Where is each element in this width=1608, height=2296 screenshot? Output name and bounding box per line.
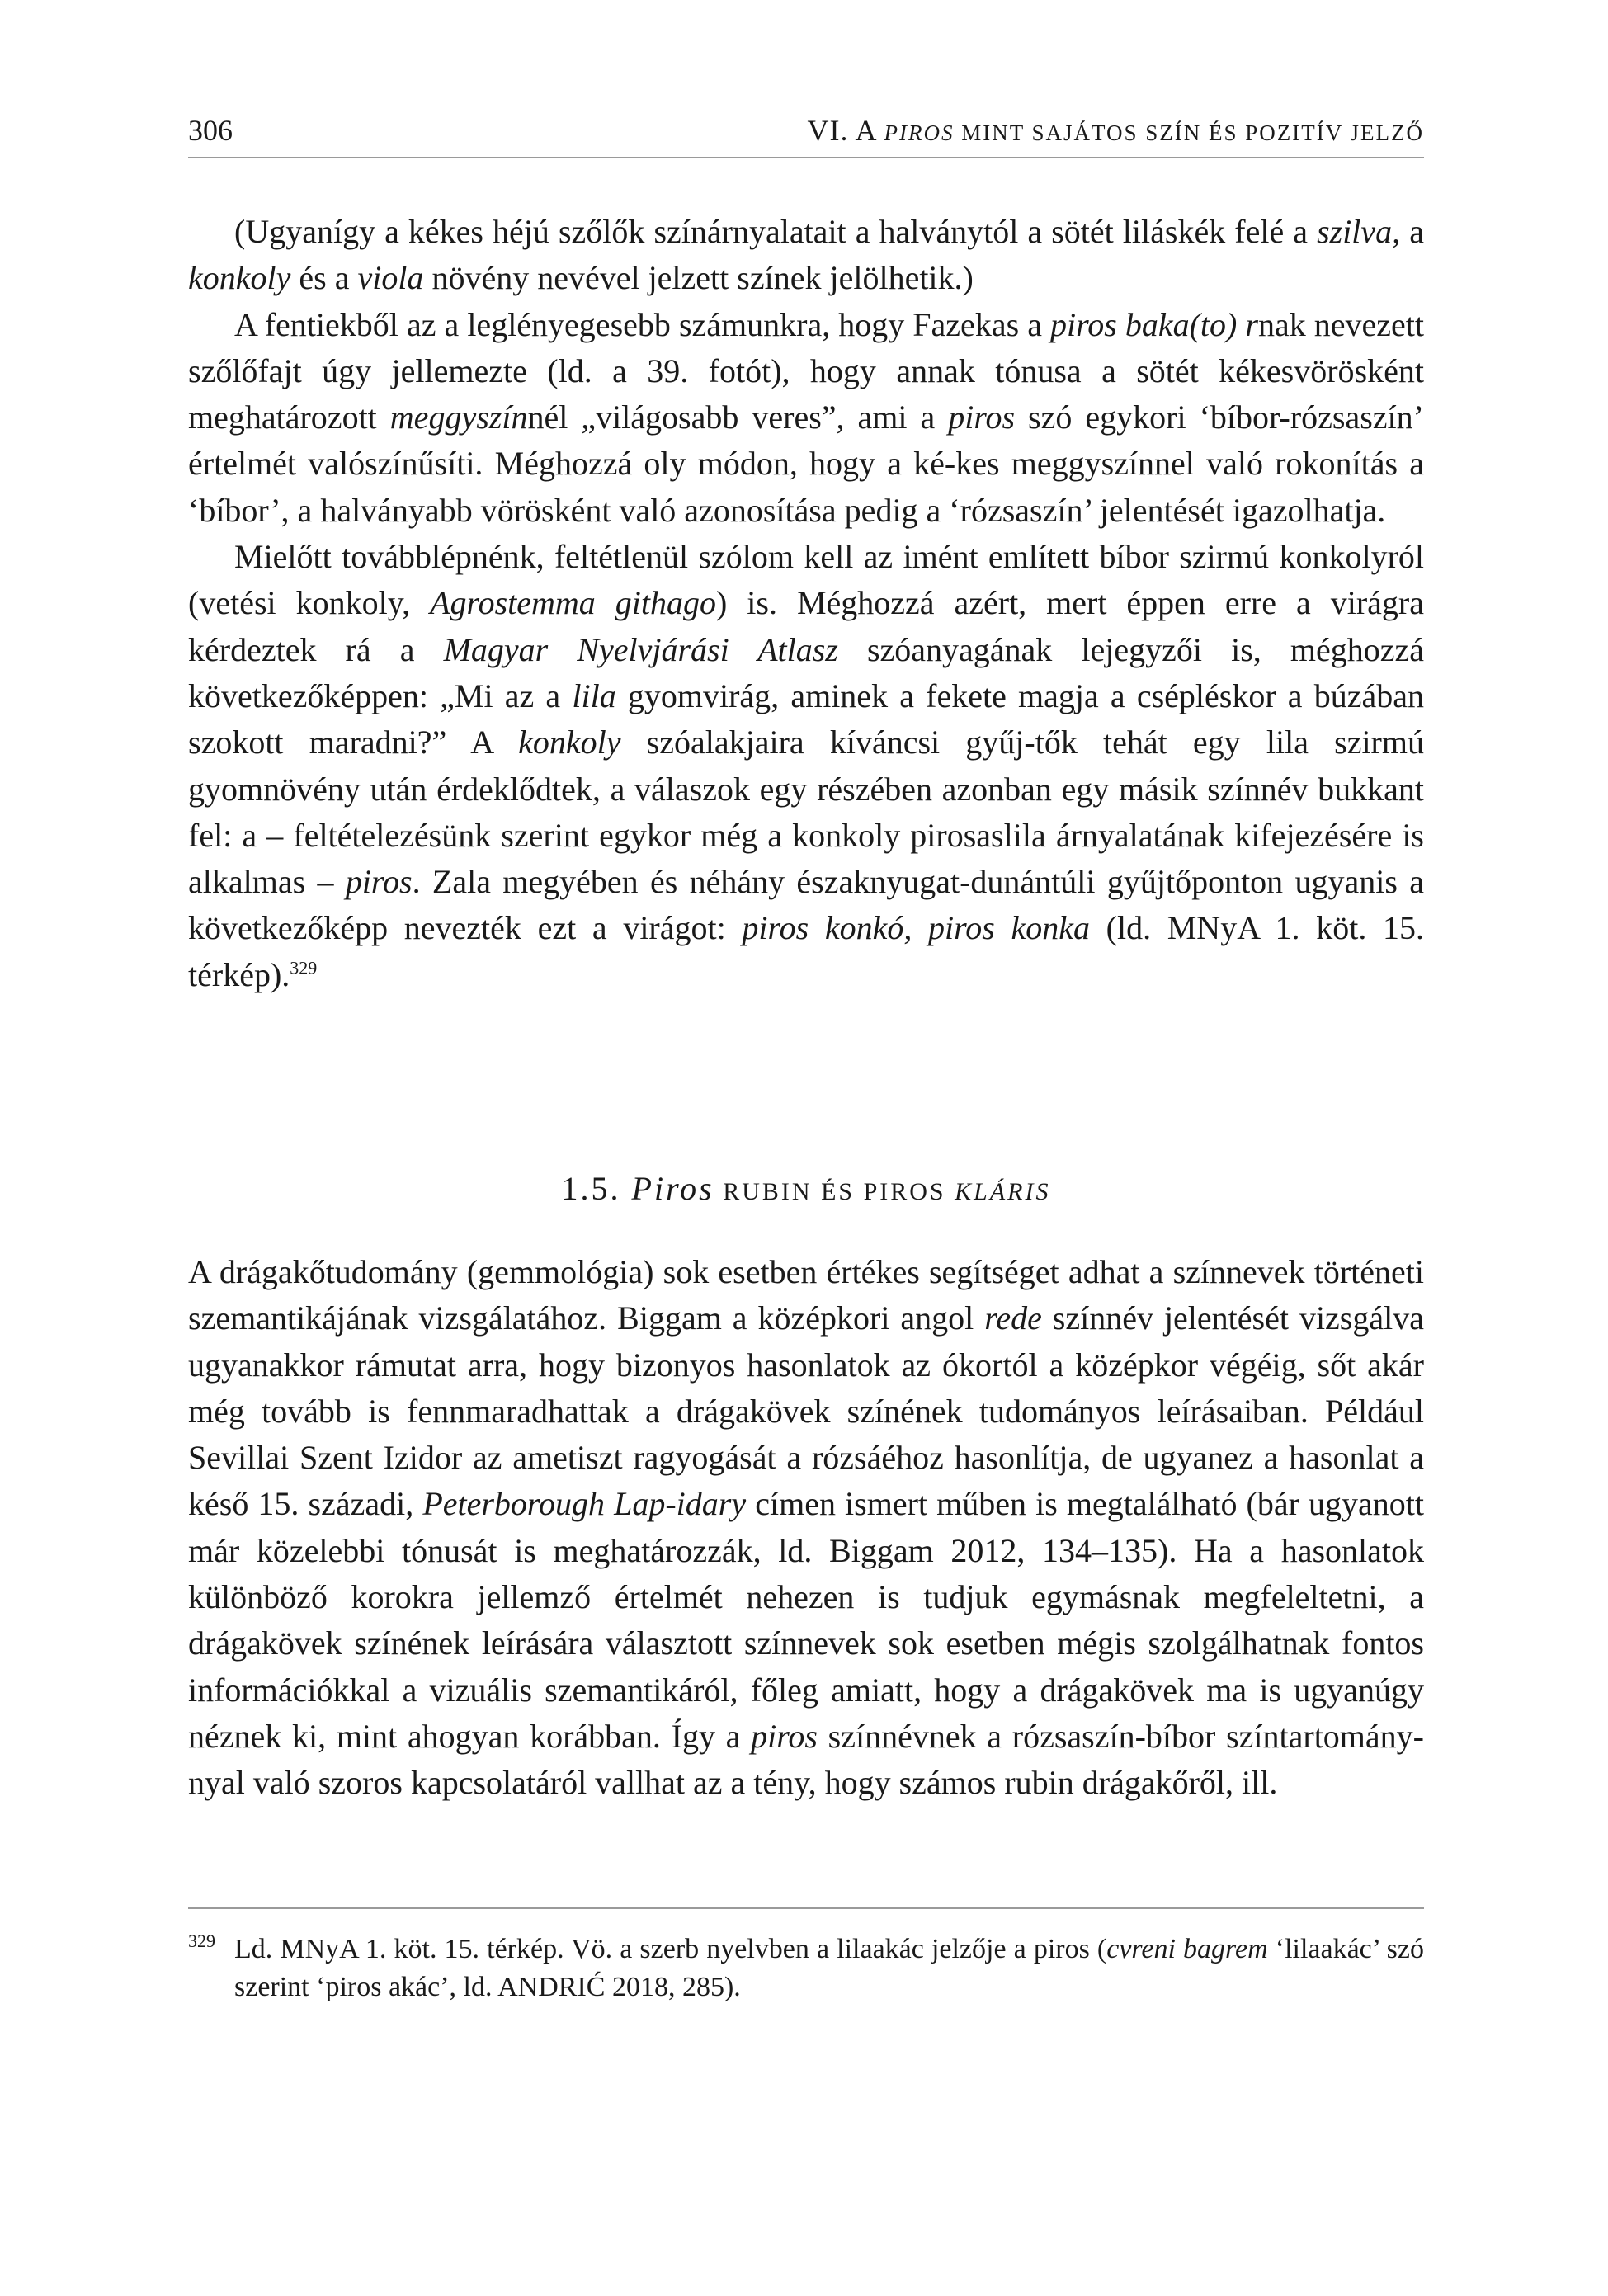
italic-term: szilva,: [1317, 213, 1401, 250]
italic-term: konkoly: [188, 259, 291, 297]
text-run: Mielőtt továbblépnénk, feltétlenül szólom kell az imént említett bíbor szirmú konkolyról (vetési konkoly,: [188, 538, 1424, 622]
page-number: 306: [188, 114, 233, 147]
paragraph: [188, 534, 1424, 998]
italic-term: piros konkó, piros konka: [742, 909, 1090, 947]
running-title-rest: MINT SAJÁTOS SZÍN ÉS POZITÍV JELZŐ: [954, 120, 1424, 145]
text-run: (ld. MNyA 1. köt. 15. térkép).: [188, 909, 1425, 993]
text-run: gyomvirág, aminek a fekete magja a csépléskor a búzában szokott maradni?” A: [188, 677, 1424, 761]
paragraph: [188, 302, 1424, 534]
footnote-number: 329: [188, 1931, 215, 1951]
text-run: A drágakőtudomány (gemmológia) sok esetben értékes segítséget adhat a színnevek történeti szemantikájának vizsgálatához. Biggam a középkori angol: [188, 1253, 1424, 1337]
running-title-prefix: VI. A: [807, 114, 884, 147]
italic-term: piros: [751, 1717, 818, 1755]
text-run: (Ugyanígy a kékes héjú szőlők színárnyalatait a halványtól a sötét liláskék felé a: [234, 213, 1318, 250]
italic-term: Peterborough Lap-idary: [422, 1485, 747, 1523]
text-run: színnévnek a rózsaszín-bíbor színtartomány-nyal való szoros kapcsolatáról vallhat az a tény, hogy számos rubin drágakőről, ill.: [188, 1717, 1424, 1802]
italic-term: Magyar Nyelvjárási Atlasz: [443, 630, 838, 668]
italic-term: konkoly: [518, 724, 621, 761]
text-run: . Zala megyében és néhány északnyugat-dunántúli gyűjtőponton ugyanis a következőképp nevezték ezt a virágot:: [188, 863, 1424, 947]
text-run: Ld. MNyA 1. köt. 15. térkép. Vö. a szerb nyelvben a lilaakác jelzője a piros (: [234, 1934, 1107, 1964]
text-run: ) is. Méghozzá azért, mert éppen erre a virágra kérdeztek rá a: [188, 584, 1424, 668]
text-run: nél „világosabb veres”, ami a: [527, 398, 949, 436]
italic-term: viola: [357, 259, 424, 297]
footnote: [188, 1931, 1424, 2006]
italic-term: meggyszín: [389, 398, 528, 436]
italic-term: cvreni bagrem: [1106, 1934, 1268, 1964]
text-run: szó egykori ‘bíbor-rózsaszín’ értelmét valószínűsíti. Méghozzá oly módon, hogy a ké-kes meggyszínnel való rokonítás a ‘bíbor’, a halványabb vörösként való azonosítása pedig a ‘rózsaszín’ jelentését igazolhatja.: [188, 398, 1424, 529]
text-run: a: [1400, 213, 1424, 250]
italic-term: piros: [948, 398, 1016, 436]
footnote-rule: [188, 1907, 1424, 1909]
section-number: 1.5.: [561, 1170, 632, 1207]
text-run: színnév jelentését vizsgálva ugyanakkor rámutat arra, hogy bizonyos hasonlatok az ókortól a középkor végéig, sőt akár még tovább is fennmaradhattak a drágakövek színének tudományos leírásaiban. Például Sevillai Szent Izidor az ametiszt ragyogását a rózsáéhoz hasonlítja, de ugyanez a hasonlat a késő 15. századi,: [188, 1299, 1424, 1523]
header-rule: [188, 157, 1424, 158]
paragraph: [188, 209, 1424, 302]
text-run: nak nevezett szőlőfajt úgy jellemezte (ld. a 39. fotót), hogy annak tónusa a sötét kékesvörösként meghatározott: [188, 305, 1425, 436]
text-run: ‘lilaakác’ szó szerint ‘piros akác’, ld. ANDRIĆ 2018, 285).: [234, 1934, 1424, 2002]
section-italic-end: KLÁRIS: [955, 1178, 1051, 1205]
footnote-text: [234, 1931, 1424, 2006]
italic-term: piros: [345, 863, 413, 901]
text-run: szóalakjaira kíváncsi gyűj-tők tehát egy lila szirmú gyomnövény után érdeklődtek, a válaszok egy részében azonban egy másik színnév bukkant fel: a – feltételezésünk szerint egykor még a konkoly pirosaslila árnyalatának kifejezésére is alkalmas –: [188, 724, 1424, 901]
body-text: [188, 209, 1424, 998]
running-title-italic: PIROS: [884, 120, 955, 145]
text-run: szóanyagának lejegyzői is, méghozzá következőképpen: „Mi az a: [188, 630, 1424, 714]
italic-term: lila: [572, 677, 616, 714]
text-run: és a: [290, 259, 358, 297]
footnote-ref: 329: [290, 957, 318, 978]
italic-term: piros baka(to) r: [1050, 305, 1258, 343]
text-run: címen ismert műben is megtalálható (bár ugyanott már közelebbi tónusát is meghatározzák, ld. Biggam 2012, 134–135). Ha a hasonlatok különböző korokra jellemző értelmét nehezen is tudjuk egymásnak megfeleltetni, a drágakövek színének leírására választott színnevek sok esetben mégis szolgálhatnak fontos információkkal a vizuális szemantikáról, főleg amiatt, hogy a drágakövek ma is ugyanúgy néznek ki, mint ahogyan korábban. Így a: [188, 1485, 1425, 1755]
paragraph: [188, 1249, 1424, 1807]
section-heading: [188, 1168, 1424, 1213]
text-run: A fentiekből az a leglényegesebb számunkra, hogy Fazekas a: [234, 305, 1050, 343]
italic-term: rede: [984, 1299, 1042, 1337]
section-middle: RUBIN ÉS PIROS: [714, 1178, 955, 1205]
running-title: [807, 112, 1424, 151]
section-italic-word: Piros: [631, 1170, 714, 1207]
body-text-section: [188, 1249, 1424, 1807]
italic-term: Agrostemma githago: [430, 584, 716, 622]
text-run: növény nevével jelzett színek jelölhetik.): [423, 259, 974, 297]
